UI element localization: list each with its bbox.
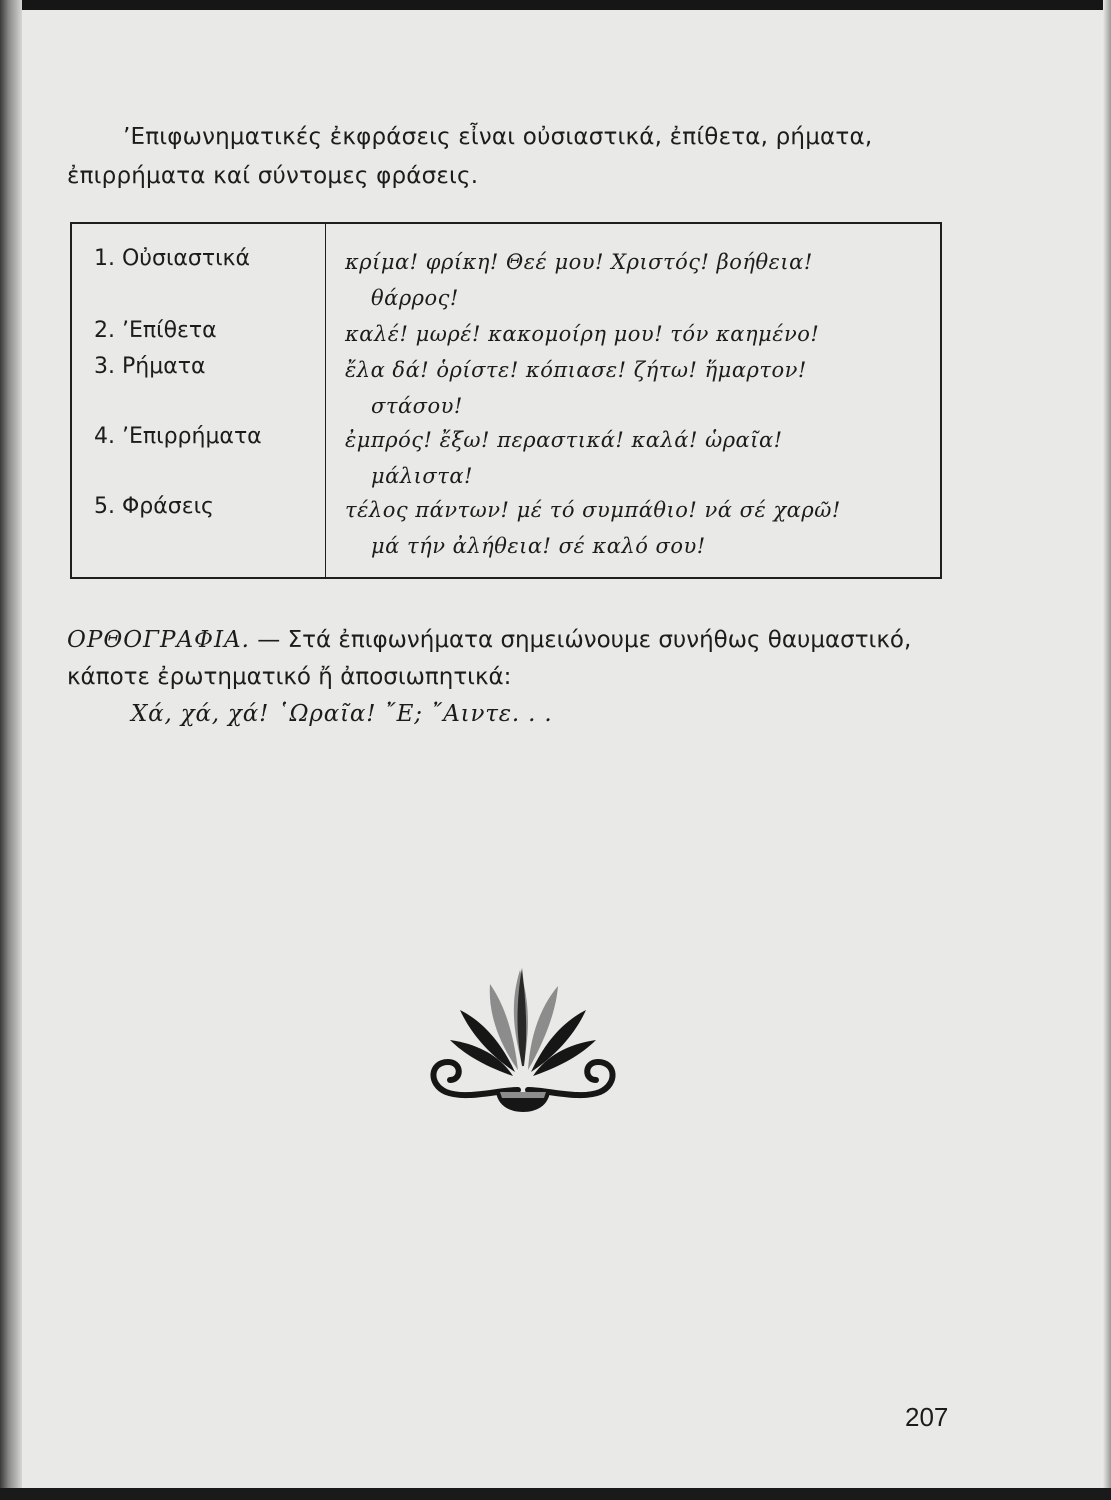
examples-line-continued: στάσου! (371, 394, 463, 418)
orthography-note (67, 622, 943, 733)
examples-line: ἔλα δά! ὁρίστε! κόπιασε! ζήτω! ἥμαρτον! (345, 358, 807, 382)
page-number: 207 (905, 1402, 949, 1432)
orthography-examples: Χά, χά, χά! ῾Ωραῖα! ῎Ε; ῎Αιντε. . . (131, 701, 553, 727)
page-right-edge (1103, 0, 1111, 1500)
orthography-text: Στά ἐπιφωνήματα σημειώνουμε συνήθως θαυμαστικό, κάποτε ἐρωτηματικό ἤ ἀποσιωπητικά: (67, 627, 912, 690)
page-binding-edge (0, 0, 22, 1500)
table-examples (345, 316, 925, 352)
orthography-paragraph (67, 622, 943, 696)
examples-line-continued: θάρρος! (371, 286, 459, 310)
palmette-ornament-icon (418, 962, 628, 1122)
table-category: 1. Οὐσιαστικά (94, 246, 251, 271)
table-examples (345, 244, 925, 316)
table-category: 2. ’Επίθετα (94, 318, 217, 343)
table-examples (345, 422, 925, 494)
examples-line: καλέ! μωρέ! κακομοίρη μου! τόν καημένο! (345, 322, 820, 346)
table-examples (345, 492, 925, 564)
examples-line-continued: μά τήν ἀλήθεια! σέ καλό σου! (371, 534, 706, 558)
orthography-heading: ΟΡΘΟΓΡΑΦΙΑ. (67, 627, 250, 653)
table-examples (345, 352, 925, 424)
examples-line: ἐμπρός! ἔξω! περαστικά! καλά! ὡραῖα! (345, 428, 783, 452)
em-dash: — (249, 627, 288, 653)
examples-line: κρίμα! φρίκη! Θεέ μου! Χριστός! βοήθεια! (345, 250, 813, 274)
table-category: 4. ’Επιρρήματα (94, 424, 262, 449)
page-top-edge (0, 0, 1111, 10)
page-bottom-edge (0, 1488, 1111, 1500)
table-category: 5. Φράσεις (94, 494, 214, 519)
interjection-table (70, 222, 942, 579)
table-column-divider (325, 224, 326, 577)
examples-line: τέλος πάντων! μέ τό συμπάθιο! νά σέ χαρῶ! (345, 498, 841, 522)
table-category: 3. Ρήματα (94, 354, 206, 379)
intro-paragraph (67, 118, 943, 196)
examples-line-continued: μάλιστα! (371, 464, 473, 488)
intro-text: ’Επιφωνηματικές ἐκφράσεις εἶναι οὐσιαστικά, ἐπίθετα, ρήματα, ἐπιρρήματα καί σύντομες φράσεις. (67, 124, 873, 189)
